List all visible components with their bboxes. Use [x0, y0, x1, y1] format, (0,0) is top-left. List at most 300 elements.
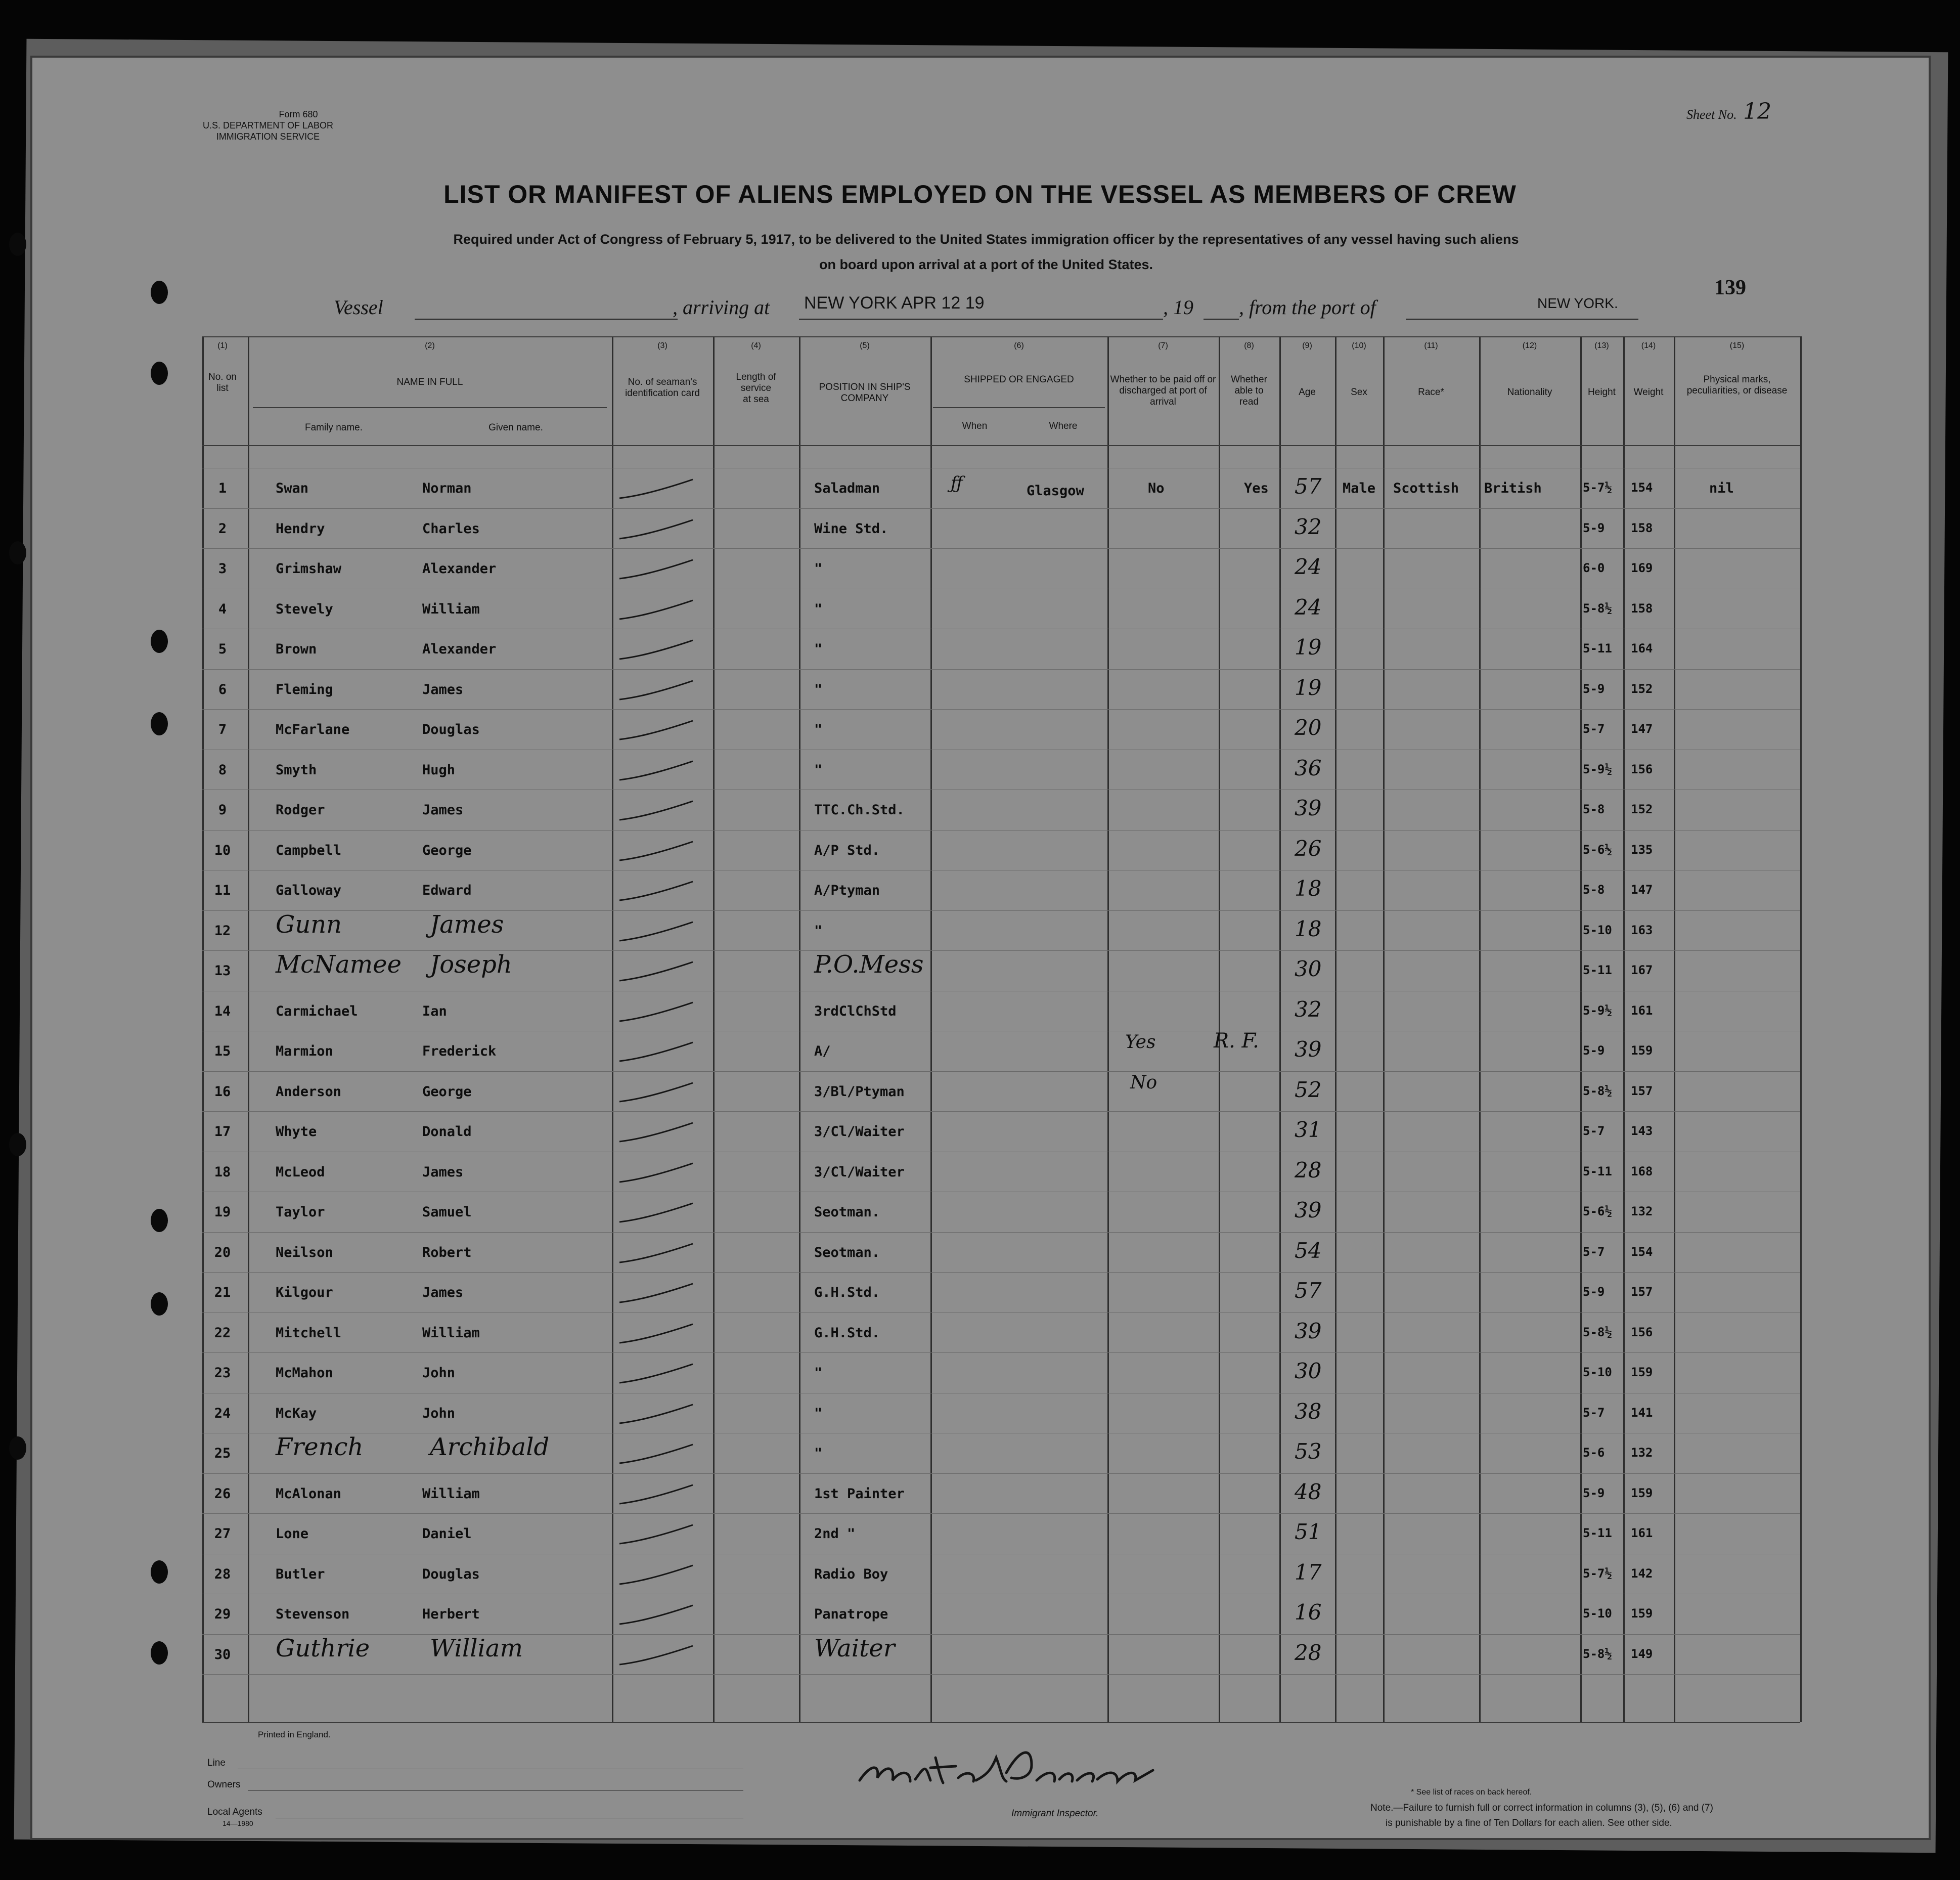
column-divider	[1383, 336, 1385, 1722]
header-paid-off: Whether to be paid off or discharged at port of arrival	[1110, 374, 1216, 407]
row-number: 27	[214, 1526, 231, 1542]
row-number: 13	[214, 963, 231, 979]
age: 48	[1295, 1479, 1322, 1504]
row-number: 24	[214, 1406, 231, 1421]
row-divider	[202, 1674, 1800, 1675]
weight: 143	[1631, 1124, 1653, 1138]
id-card-checkmark	[612, 556, 703, 586]
height: 5-11	[1583, 641, 1612, 655]
column-number: (8)	[1244, 341, 1254, 350]
id-card-checkmark	[612, 1401, 703, 1431]
row-divider	[202, 336, 1800, 337]
weight: 169	[1631, 561, 1653, 575]
age: 24	[1295, 554, 1322, 579]
weight: 158	[1631, 601, 1653, 616]
height: 5-9½	[1583, 1003, 1612, 1018]
page-subtitle	[283, 227, 1689, 277]
family-name: McKay	[276, 1406, 317, 1421]
id-card-checkmark	[612, 797, 703, 827]
inspector-signature	[850, 1735, 1173, 1801]
row-number: 21	[214, 1285, 231, 1300]
height: 6-0	[1583, 561, 1605, 575]
column-divider	[1279, 336, 1281, 1722]
position: 3rdClChStd	[814, 1003, 897, 1019]
column-divider	[930, 336, 932, 1722]
position: A/P Std.	[814, 843, 880, 858]
given-name: James	[422, 682, 464, 697]
row-number: 25	[214, 1446, 231, 1461]
weight: 159	[1631, 1043, 1653, 1058]
fine-note-line: is punishable by a fine of Ten Dollars for each alien. See other side.	[1386, 1818, 1672, 1828]
sheet-number-label: Sheet No.	[1686, 107, 1737, 122]
header-position: POSITION IN SHIP'S COMPANY	[819, 382, 911, 404]
family-name: Lone	[276, 1526, 309, 1542]
position: 3/Bl/Ptyman	[814, 1084, 905, 1100]
header-family-name: Family name.	[304, 422, 363, 433]
row-divider	[202, 709, 1800, 710]
weight: 157	[1631, 1285, 1653, 1299]
age: 24	[1295, 595, 1322, 620]
given-name: Alexander	[422, 561, 497, 577]
weight: 161	[1631, 1003, 1653, 1018]
column-number: (12)	[1522, 341, 1537, 350]
printed-in-england: Printed in England.	[258, 1730, 331, 1739]
height: 5-7½	[1583, 480, 1612, 495]
position: 2nd "	[814, 1526, 856, 1542]
weight: 147	[1631, 722, 1653, 736]
column-number: (3)	[657, 341, 667, 350]
header-shipped-engaged: SHIPPED OR ENGAGED	[964, 374, 1074, 385]
family-name: McMahon	[276, 1365, 333, 1381]
position: Saladman	[814, 480, 880, 496]
row-divider	[202, 1352, 1800, 1353]
service-name: IMMIGRATION SERVICE	[216, 132, 320, 142]
age: 19	[1295, 675, 1322, 700]
given-name: Douglas	[422, 1566, 480, 1582]
weight: 168	[1631, 1164, 1653, 1178]
row-number: 8	[218, 762, 227, 778]
row-divider	[253, 407, 607, 408]
column-number: (6)	[1014, 341, 1024, 350]
id-card-checkmark	[612, 757, 703, 788]
weight: 152	[1631, 802, 1653, 816]
row16-paid-annotation: No	[1130, 1072, 1157, 1093]
id-card-checkmark	[612, 475, 703, 506]
punch-hole	[9, 1436, 26, 1460]
given-name: Norman	[422, 480, 472, 496]
column-number: (5)	[860, 341, 870, 350]
fine-note	[1370, 1801, 1713, 1831]
row-divider	[202, 1473, 1800, 1474]
column-divider	[1335, 336, 1337, 1722]
age: 52	[1295, 1077, 1322, 1102]
id-card-checkmark	[612, 1642, 703, 1672]
family-name: McFarlane	[276, 722, 350, 737]
id-card-checkmark	[612, 677, 703, 707]
given-name: James	[422, 1285, 464, 1300]
header-list-number: No. on list	[208, 372, 237, 394]
id-card-checkmark	[612, 998, 703, 1029]
age: 39	[1295, 1037, 1322, 1062]
id-card-checkmark	[612, 1240, 703, 1270]
column-divider	[1674, 336, 1675, 1722]
age: 54	[1295, 1238, 1322, 1263]
footer-form-code: 14—1980	[222, 1819, 253, 1827]
row-number: 2	[218, 521, 227, 537]
header-when: When	[962, 421, 988, 431]
age: 38	[1295, 1399, 1322, 1424]
given-name: William	[422, 601, 480, 617]
id-card-checkmark	[612, 838, 703, 868]
age: 19	[1295, 635, 1322, 660]
age: 28	[1295, 1640, 1322, 1665]
position: "	[814, 641, 823, 657]
weight: 154	[1631, 1245, 1653, 1259]
punch-hole	[151, 1292, 168, 1316]
family-name: Swan	[276, 480, 309, 496]
family-name: Guthrie	[276, 1634, 370, 1663]
vessel-underline	[415, 319, 678, 320]
row-divider	[202, 508, 1800, 509]
vessel-label: Vessel	[334, 296, 383, 319]
position: A/Ptyman	[814, 883, 880, 898]
header-id-card: No. of seaman's identification card	[625, 377, 700, 399]
height: 5-6½	[1583, 843, 1612, 857]
family-name: Brown	[276, 641, 317, 657]
row-divider	[202, 1111, 1800, 1112]
given-name: Douglas	[422, 722, 480, 737]
row1-race: Scottish	[1393, 480, 1459, 496]
family-name: Rodger	[276, 802, 325, 818]
id-card-checkmark	[612, 1521, 703, 1551]
footer-line-label: Line	[207, 1758, 226, 1768]
row15-paid-annotation: Yes	[1125, 1032, 1156, 1053]
position: P.O.Mess	[814, 950, 924, 979]
family-name: Smyth	[276, 762, 317, 778]
position: 3/Cl/Waiter	[814, 1124, 905, 1140]
position: Wine Std.	[814, 521, 888, 537]
header-service-length: Length of service at sea	[736, 372, 776, 405]
position: "	[814, 762, 823, 778]
row-number: 7	[218, 722, 227, 737]
port-underline	[1406, 319, 1638, 320]
height: 5-9	[1583, 682, 1605, 696]
column-number: (2)	[425, 341, 435, 350]
height: 5-8½	[1583, 1325, 1612, 1339]
position: "	[814, 923, 823, 939]
given-name: Frederick	[422, 1043, 497, 1059]
id-card-checkmark	[612, 1199, 703, 1230]
age: 26	[1295, 836, 1322, 861]
height: 5-11	[1583, 963, 1612, 977]
subtitle-line: Required under Act of Congress of February 5, 1917, to be delivered to the United States immigration officer by the representatives of any vessel having such aliens	[453, 232, 1519, 247]
id-card-checkmark	[612, 1561, 703, 1592]
row-number: 19	[214, 1204, 231, 1220]
column-divider	[713, 336, 715, 1722]
row1-marks: nil	[1709, 480, 1734, 496]
position: G.H.Std.	[814, 1285, 880, 1300]
age: 17	[1295, 1560, 1322, 1585]
id-card-checkmark	[612, 1280, 703, 1310]
family-name: Whyte	[276, 1124, 317, 1140]
height: 5-9½	[1583, 762, 1612, 776]
id-card-checkmark	[612, 636, 703, 667]
family-name: Gunn	[276, 910, 342, 939]
age: 28	[1295, 1158, 1322, 1183]
family-name: Marmion	[276, 1043, 333, 1059]
age: 51	[1295, 1519, 1322, 1544]
row-number: 26	[214, 1486, 231, 1502]
weight: 142	[1631, 1566, 1653, 1581]
column-divider	[1623, 336, 1625, 1722]
family-name: Kilgour	[276, 1285, 333, 1300]
row-number: 5	[218, 641, 227, 657]
age: 32	[1295, 997, 1322, 1022]
height: 5-9	[1583, 1285, 1605, 1299]
id-card-checkmark	[612, 1038, 703, 1069]
column-number: (10)	[1352, 341, 1366, 350]
row-divider	[202, 548, 1800, 549]
family-name: Stevenson	[276, 1606, 350, 1622]
races-note: * See list of races on back hereof.	[1411, 1788, 1532, 1797]
header-sex: Sex	[1351, 387, 1367, 398]
height: 5-7½	[1583, 1566, 1612, 1581]
family-name: Grimshaw	[276, 561, 342, 577]
family-name: Hendry	[276, 521, 325, 537]
family-name: Taylor	[276, 1204, 325, 1220]
punch-hole	[151, 1560, 168, 1584]
family-name: McNamee	[276, 950, 402, 979]
row-number: 20	[214, 1245, 231, 1260]
row15-read-annotation: R. F.	[1214, 1029, 1259, 1053]
height: 5-8½	[1583, 1647, 1612, 1661]
position: "	[814, 682, 823, 697]
position: G.H.Std.	[814, 1325, 880, 1341]
given-name: George	[422, 843, 472, 858]
arriving-underline	[799, 319, 1163, 320]
arrival-stamp: NEW YORK APR 12 19	[804, 293, 985, 313]
position: Radio Boy	[814, 1566, 888, 1582]
family-name: McAlonan	[276, 1486, 342, 1502]
column-number: (4)	[751, 341, 761, 350]
row1-sex: Male	[1343, 480, 1376, 496]
id-card-checkmark	[612, 1119, 703, 1149]
header-age: Age	[1299, 387, 1316, 398]
position: 3/Cl/Waiter	[814, 1164, 905, 1180]
id-card-checkmark	[612, 1601, 703, 1632]
height: 5-7	[1583, 1245, 1605, 1259]
row1-paid: No	[1148, 480, 1165, 496]
weight: 132	[1631, 1446, 1653, 1460]
header-given-name: Given name.	[488, 422, 543, 433]
position: "	[814, 561, 823, 577]
punch-hole	[151, 1209, 168, 1232]
height: 5-10	[1583, 1365, 1612, 1379]
row-number: 9	[218, 802, 227, 818]
row-number: 6	[218, 682, 227, 697]
row-divider	[202, 445, 1800, 446]
page-title: LIST OR MANIFEST OF ALIENS EMPLOYED ON THE VESSEL AS MEMBERS OF CREW	[443, 180, 1517, 208]
header-weight: Weight	[1633, 387, 1664, 398]
position: A/	[814, 1043, 831, 1059]
row-divider	[202, 1272, 1800, 1273]
punch-hole	[9, 1133, 26, 1156]
id-card-checkmark	[612, 958, 703, 988]
column-divider	[799, 336, 800, 1722]
position: "	[814, 601, 823, 617]
given-name: William	[430, 1634, 523, 1663]
row-divider	[202, 1071, 1800, 1072]
weight: 152	[1631, 682, 1653, 696]
row-number: 4	[218, 601, 227, 617]
weight: 149	[1631, 1647, 1653, 1661]
height: 5-9	[1583, 1043, 1605, 1058]
column-divider	[202, 336, 204, 1722]
id-card-checkmark	[612, 918, 703, 948]
weight: 141	[1631, 1406, 1653, 1420]
height: 5-7	[1583, 722, 1605, 736]
position: Seotman.	[814, 1245, 880, 1260]
age: 30	[1295, 956, 1322, 981]
row-number: 11	[214, 883, 231, 898]
arriving-label: , arriving at	[673, 296, 770, 319]
year-label: , 19	[1163, 296, 1193, 319]
row-number: 18	[214, 1164, 231, 1180]
family-name: Carmichael	[276, 1003, 358, 1019]
id-card-checkmark	[612, 1320, 703, 1350]
id-card-checkmark	[612, 717, 703, 747]
position: TTC.Ch.Std.	[814, 802, 905, 818]
family-name: Mitchell	[276, 1325, 342, 1341]
height: 5-7	[1583, 1406, 1605, 1420]
punch-hole	[151, 712, 168, 735]
family-name: Neilson	[276, 1245, 333, 1260]
age: 18	[1295, 876, 1322, 901]
height: 5-8	[1583, 883, 1605, 897]
given-name: Alexander	[422, 641, 497, 657]
position: "	[814, 1446, 823, 1461]
age: 16	[1295, 1600, 1322, 1625]
id-card-checkmark	[612, 596, 703, 627]
column-number: (13)	[1594, 341, 1609, 350]
given-name: James	[422, 1164, 464, 1180]
given-name: William	[422, 1325, 480, 1341]
header-height: Height	[1588, 387, 1616, 398]
weight: 159	[1631, 1365, 1653, 1379]
weight: 154	[1631, 480, 1653, 495]
punch-hole	[151, 630, 168, 653]
header-nationality: Nationality	[1507, 387, 1552, 398]
family-name: McLeod	[276, 1164, 325, 1180]
department-name: U.S. DEPARTMENT OF LABOR	[202, 120, 334, 130]
given-name: George	[422, 1084, 472, 1100]
header-able-to-read: Whether able to read	[1231, 374, 1267, 407]
position: "	[814, 1365, 823, 1381]
weight: 167	[1631, 963, 1653, 977]
row-divider	[202, 1513, 1800, 1514]
row-number: 14	[214, 1003, 231, 1019]
row-number: 15	[214, 1043, 231, 1059]
weight: 147	[1631, 883, 1653, 897]
given-name: Charles	[422, 521, 480, 537]
weight: 163	[1631, 923, 1653, 937]
family-name: Campbell	[276, 843, 342, 858]
age: 31	[1295, 1117, 1322, 1142]
punch-hole	[9, 541, 26, 564]
row-number: 17	[214, 1124, 231, 1140]
column-number: (1)	[217, 341, 228, 350]
given-name: Robert	[422, 1245, 472, 1260]
row1-when: ƒƒ	[951, 473, 963, 493]
column-number: (9)	[1302, 341, 1312, 350]
footer-local-agents-label: Local Agents	[207, 1807, 262, 1817]
subtitle-line: on board upon arrival at a port of the United States.	[819, 257, 1153, 272]
port-stamp: NEW YORK.	[1537, 295, 1618, 311]
height: 5-9	[1583, 1486, 1605, 1500]
row-divider	[202, 1722, 1800, 1723]
form-identification	[157, 109, 379, 142]
weight: 158	[1631, 521, 1653, 535]
header-physical-marks: Physical marks, peculiarities, or disease	[1686, 374, 1788, 396]
family-name: French	[276, 1433, 364, 1461]
given-name: Daniel	[422, 1526, 472, 1542]
given-name: John	[422, 1406, 456, 1421]
position: "	[814, 722, 823, 737]
weight: 156	[1631, 762, 1653, 776]
given-name: Samuel	[422, 1204, 472, 1220]
footer-owners-underline	[248, 1790, 743, 1791]
row-divider	[202, 669, 1800, 670]
height: 5-6	[1583, 1446, 1605, 1460]
position: Panatrope	[814, 1606, 888, 1622]
family-name: Butler	[276, 1566, 325, 1582]
row1-where: Glasgow	[1027, 483, 1084, 499]
given-name: William	[422, 1486, 480, 1502]
id-card-checkmark	[612, 1159, 703, 1190]
row-number: 3	[218, 561, 227, 577]
vessel-line	[0, 293, 1960, 329]
position: Waiter	[814, 1634, 895, 1663]
row1-nationality: British	[1484, 480, 1542, 496]
id-card-checkmark	[612, 516, 703, 546]
row-number: 1	[218, 480, 227, 496]
id-card-checkmark	[612, 1481, 703, 1511]
page-number: 139	[1714, 276, 1746, 299]
age: 18	[1295, 916, 1322, 941]
height: 5-10	[1583, 923, 1612, 937]
given-name: James	[430, 910, 504, 939]
footer-owners-label: Owners	[207, 1779, 241, 1790]
punch-hole	[151, 1641, 168, 1665]
column-number: (11)	[1424, 341, 1438, 350]
given-name: Donald	[422, 1124, 472, 1140]
age: 39	[1295, 1198, 1322, 1222]
given-name: Hugh	[422, 762, 456, 778]
column-divider	[1107, 336, 1109, 1722]
column-number: (7)	[1158, 341, 1168, 350]
given-name: John	[422, 1365, 456, 1381]
given-name: Edward	[422, 883, 472, 898]
given-name: Archibald	[430, 1433, 550, 1461]
column-divider	[1800, 336, 1802, 1722]
punch-hole	[151, 362, 168, 385]
weight: 159	[1631, 1486, 1653, 1500]
header-where: Where	[1049, 421, 1078, 431]
row-number: 30	[214, 1647, 231, 1663]
row-number: 10	[214, 843, 231, 858]
from-port-label: , from the port of	[1239, 296, 1376, 319]
id-card-checkmark	[612, 1360, 703, 1390]
